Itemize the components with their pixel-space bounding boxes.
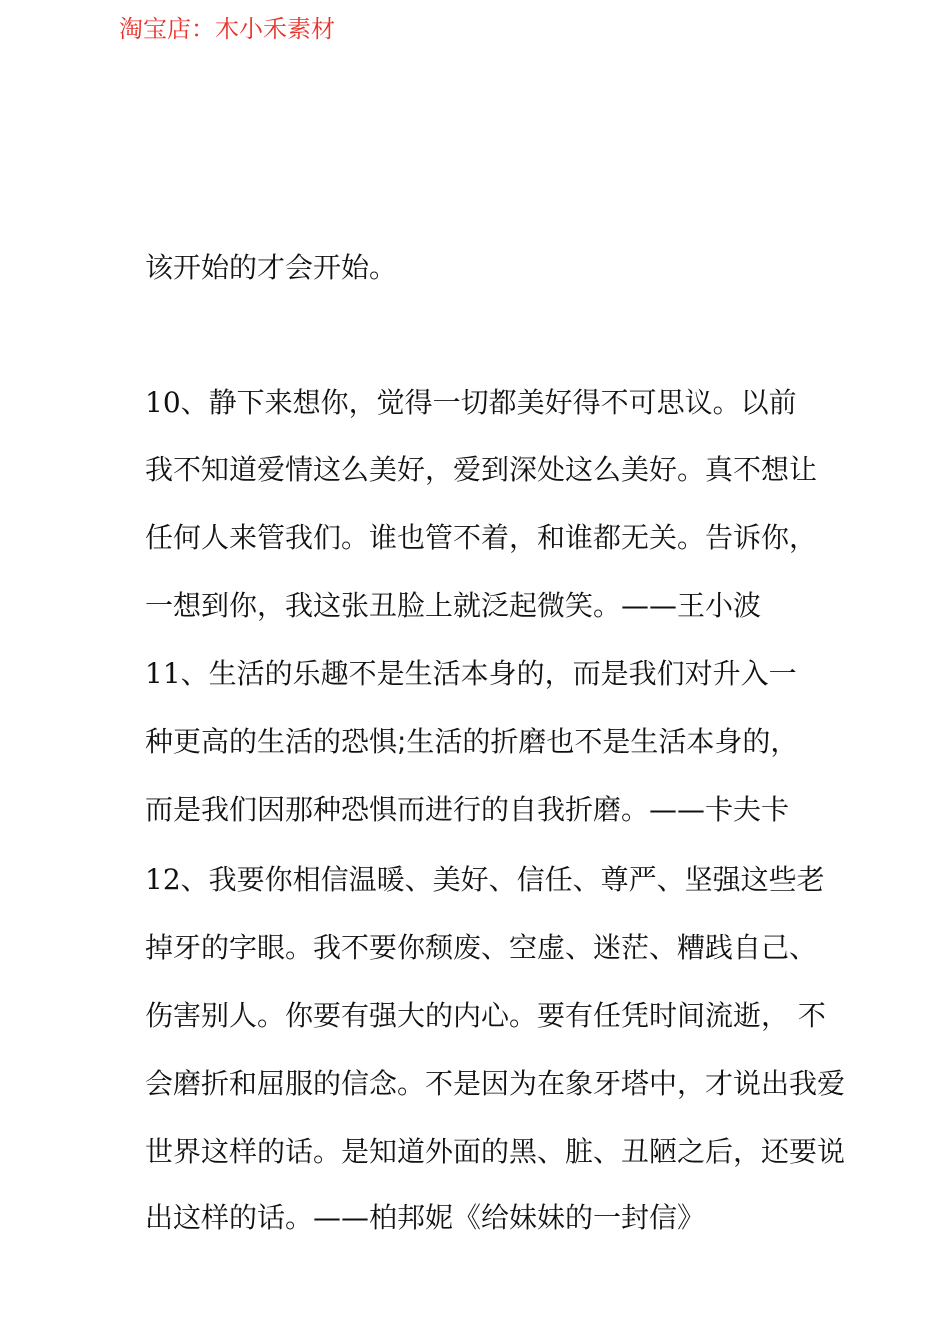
quote-11-line-1 <box>145 656 797 692</box>
quote-text: 、静下来想你，觉得一切都美好得不可思议。以前 <box>180 386 797 419</box>
quote-text: 、我要你相信温暖、美好、信任、尊严、坚强这些老 <box>180 863 825 896</box>
quote-number: 10 <box>145 386 181 419</box>
quote-11-line-2: 种更高的生活的恐惧;生活的折磨也不是生活本身的， <box>145 725 799 758</box>
quote-text: 、生活的乐趣不是生活本身的，而是我们对升入一 <box>180 657 797 690</box>
quote-12-line-3: 伤害别人。你要有强大的内心。要有任凭时间流逝， 不 <box>145 999 826 1032</box>
quote-10-line-3: 任何人来管我们。谁也管不着，和谁都无关。告诉你， <box>145 521 818 554</box>
quote-12-line-4: 会磨折和屈服的信念。不是因为在象牙塔中，才说出我爱 <box>145 1067 846 1100</box>
quote-10-line-2: 我不知道爱情这么美好，爱到深处这么美好。真不想让 <box>145 453 818 486</box>
quote-10-line-4: 一想到你，我这张丑脸上就泛起微笑。——王小波 <box>145 589 762 622</box>
quote-12-line-1 <box>145 862 825 898</box>
shop-watermark: 淘宝店：木小禾素材 <box>119 15 335 43</box>
quote-11-line-3: 而是我们因那种恐惧而进行的自我折磨。——卡夫卡 <box>145 793 790 826</box>
quote-number: 12 <box>145 863 181 896</box>
intro-line: 该开始的才会开始。 <box>145 251 398 284</box>
quote-number: 11 <box>145 657 181 690</box>
quote-10-line-1 <box>145 385 797 421</box>
quote-12-line-2: 掉牙的字眼。我不要你颓废、空虚、迷茫、糟践自己、 <box>145 931 818 964</box>
quote-12-line-5: 世界这样的话。是知道外面的黑、脏、丑陋之后，还要说 <box>145 1135 846 1168</box>
quote-12-line-6: 出这样的话。——柏邦妮《给妹妹的一封信》 <box>145 1201 706 1234</box>
